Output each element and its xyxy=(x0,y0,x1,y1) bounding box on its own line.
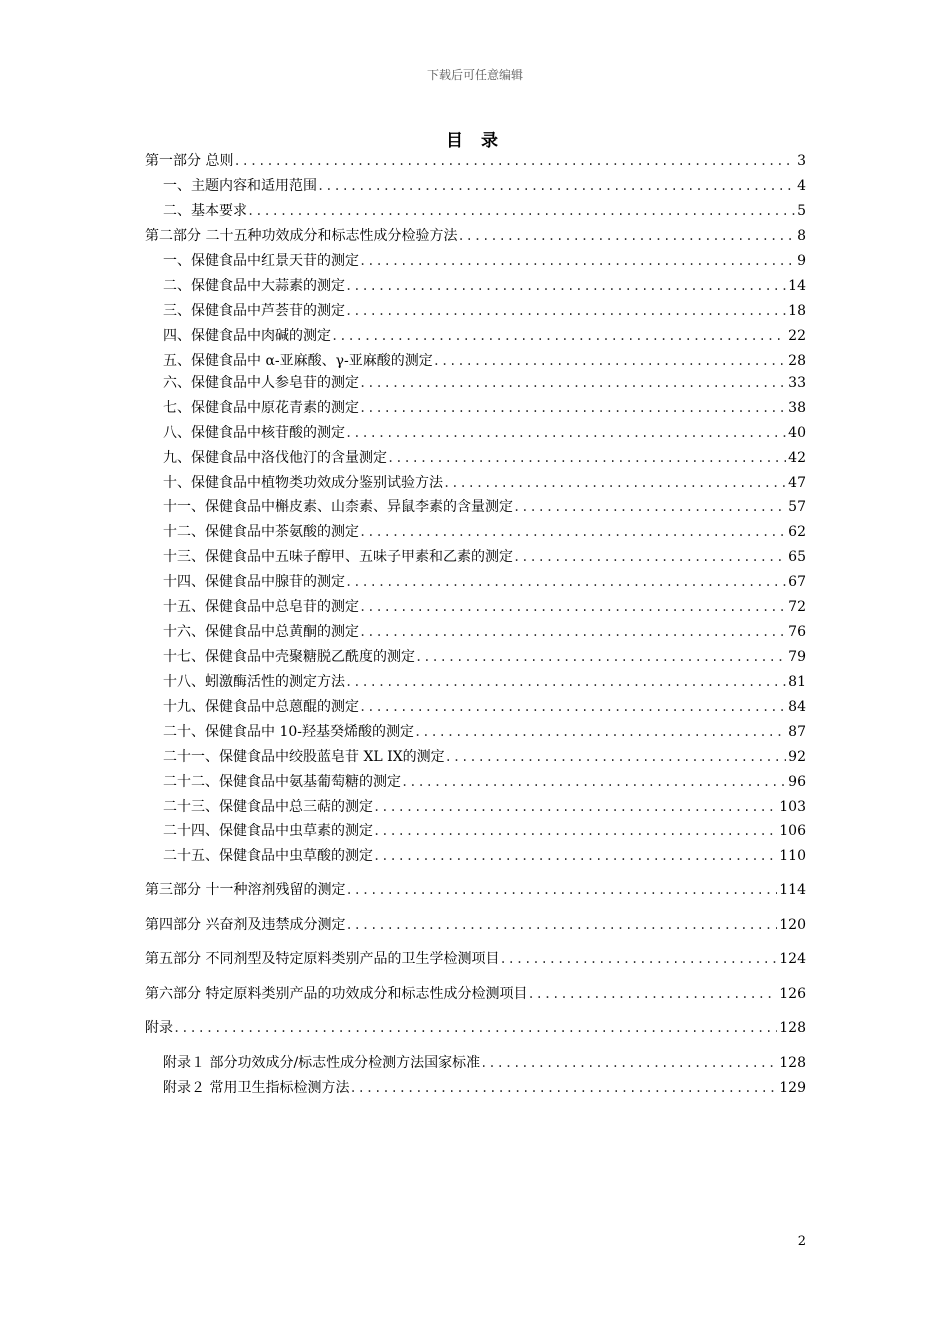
toc-entry-title: 一、保健食品中红景天苷的测定 xyxy=(163,253,359,269)
toc-entry-page: 128 xyxy=(779,1055,806,1071)
toc-entry[interactable] xyxy=(145,983,806,1005)
toc-entry[interactable] xyxy=(145,879,806,901)
toc-entry-title: 二十、保健食品中 10-羟基癸烯酸的测定 xyxy=(163,724,414,740)
toc-leader-dots xyxy=(373,820,777,842)
toc-leader-dots xyxy=(359,250,795,272)
toc-entry-page: 96 xyxy=(788,774,806,790)
toc-entry[interactable] xyxy=(145,250,806,272)
toc-entry[interactable] xyxy=(145,1077,806,1099)
toc-leader-dots xyxy=(349,1077,777,1099)
toc-entry[interactable] xyxy=(145,521,806,543)
toc-entry-page: 110 xyxy=(779,848,806,864)
toc-entry[interactable] xyxy=(145,275,806,297)
toc-entry-title: 五、保健食品中 α-亚麻酸、γ-亚麻酸的测定 xyxy=(163,353,433,369)
toc-entry-page: 81 xyxy=(788,674,806,690)
toc-entry[interactable] xyxy=(145,447,806,469)
toc-entry[interactable] xyxy=(145,546,806,568)
toc-entry[interactable] xyxy=(145,914,806,936)
toc-entry[interactable] xyxy=(145,771,806,793)
toc-entry-title: 一、主题内容和适用范围 xyxy=(163,178,317,194)
toc-entry-title: 八、保健食品中核苷酸的测定 xyxy=(163,425,345,441)
toc-entry[interactable] xyxy=(145,948,806,970)
toc-entry-page: 79 xyxy=(788,649,806,665)
toc-entry[interactable] xyxy=(145,721,806,743)
toc-entry-title: 十九、保健食品中总蒽醌的测定 xyxy=(163,699,359,715)
toc-entry[interactable] xyxy=(145,372,806,394)
toc-entry[interactable] xyxy=(145,300,806,322)
toc-entry-page: 103 xyxy=(779,799,806,815)
toc-entry-title: 第四部分 兴奋剂及违禁成分测定 xyxy=(145,917,346,933)
toc-entry-title: 第三部分 十一种溶剂残留的测定 xyxy=(145,882,346,898)
toc-entry-title: 二十四、保健食品中虫草素的测定 xyxy=(163,823,373,839)
toc-leader-dots xyxy=(359,596,786,618)
toc-leader-dots xyxy=(317,175,795,197)
toc-entry-title: 九、保健食品中洛伐他汀的含量测定 xyxy=(163,450,387,466)
toc-entry-page: 92 xyxy=(788,749,806,765)
toc-entry-page: 22 xyxy=(788,328,806,344)
toc-leader-dots xyxy=(345,879,777,901)
toc-entry[interactable] xyxy=(145,671,806,693)
toc-entry-title: 二十三、保健食品中总三萜的测定 xyxy=(163,799,373,815)
toc-entry-page: 76 xyxy=(788,624,806,640)
toc-entry[interactable] xyxy=(145,746,806,768)
toc-entry-page: 106 xyxy=(779,823,806,839)
toc-entry-page: 28 xyxy=(788,353,806,369)
toc-entry-page: 67 xyxy=(788,574,806,590)
toc-leader-dots xyxy=(345,914,777,936)
toc-entry-page: 62 xyxy=(788,524,806,540)
toc-entry-page: 33 xyxy=(788,375,806,391)
toc-entry-title: 十四、保健食品中腺苷的测定 xyxy=(163,574,345,590)
toc-entry[interactable] xyxy=(145,696,806,718)
toc-entry[interactable] xyxy=(145,571,806,593)
toc-entry-page: 47 xyxy=(788,475,806,491)
toc-entry-page: 114 xyxy=(779,882,806,898)
toc-entry-title: 十、保健食品中植物类功效成分鉴别试验方法 xyxy=(163,475,443,491)
toc-entry[interactable] xyxy=(145,200,806,222)
toc-entry[interactable] xyxy=(145,596,806,618)
toc-leader-dots xyxy=(373,845,777,867)
toc-entry-title: 十一、保健食品中槲皮素、山柰素、异鼠李素的含量测定 xyxy=(163,499,513,515)
toc-leader-dots xyxy=(513,496,786,518)
toc-entry-title: 二、基本要求 xyxy=(163,203,247,219)
toc-leader-dots xyxy=(173,1017,777,1039)
toc-entry[interactable] xyxy=(145,845,806,867)
toc-leader-dots xyxy=(527,983,777,1005)
toc-leader-dots xyxy=(433,350,786,372)
toc-entry-page: 38 xyxy=(788,400,806,416)
toc-entry-title: 二十五、保健食品中虫草酸的测定 xyxy=(163,848,373,864)
toc-leader-dots xyxy=(359,397,786,419)
toc-entry-title: 四、保健食品中肉碱的测定 xyxy=(163,328,331,344)
toc-entry-title: 二、保健食品中大蒜素的测定 xyxy=(163,278,345,294)
toc-leader-dots xyxy=(499,948,777,970)
toc-leader-dots xyxy=(513,546,786,568)
page-number: 2 xyxy=(797,1234,806,1249)
toc-entry-page: 84 xyxy=(788,699,806,715)
toc-entry-page: 14 xyxy=(788,278,806,294)
toc-entry-page: 4 xyxy=(797,178,806,194)
toc-leader-dots xyxy=(233,150,795,172)
toc-entry[interactable] xyxy=(145,422,806,444)
toc-leader-dots xyxy=(247,200,795,222)
toc-entry-page: 87 xyxy=(788,724,806,740)
toc-entry-title: 七、保健食品中原花青素的测定 xyxy=(163,400,359,416)
toc-entry-page: 9 xyxy=(797,253,806,269)
toc-entry-title: 附录 xyxy=(145,1020,173,1036)
toc-entry[interactable] xyxy=(145,325,806,347)
toc-entry-title: 第五部分 不同剂型及特定原料类别产品的卫生学检测项目 xyxy=(145,951,500,967)
toc-entry-title: 十三、保健食品中五味子醇甲、五味子甲素和乙素的测定 xyxy=(163,549,513,565)
page-header: 下载后可任意编辑 xyxy=(426,68,523,82)
toc-leader-dots xyxy=(415,646,786,668)
toc-entry[interactable] xyxy=(145,621,806,643)
toc-entry-title: 十八、蚓激酶活性的测定方法 xyxy=(163,674,345,690)
toc-entry-title: 三、保健食品中芦荟苷的测定 xyxy=(163,303,345,319)
toc-entry-page: 5 xyxy=(797,203,806,219)
toc-entry[interactable] xyxy=(145,150,806,172)
toc-entry[interactable] xyxy=(145,350,806,372)
toc-entry-title: 二十二、保健食品中氨基葡萄糖的测定 xyxy=(163,774,401,790)
toc-entry-page: 124 xyxy=(779,951,806,967)
toc-entry[interactable] xyxy=(145,1052,806,1074)
toc-leader-dots xyxy=(445,746,787,768)
toc-leader-dots xyxy=(345,300,786,322)
toc-leader-dots xyxy=(443,472,786,494)
toc-leader-dots xyxy=(331,325,786,347)
toc-entry-page: 57 xyxy=(788,499,806,515)
toc-leader-dots xyxy=(345,671,786,693)
toc-entry[interactable] xyxy=(145,225,806,247)
toc-leader-dots xyxy=(457,225,795,247)
toc-entry-title: 第一部分 总则 xyxy=(145,153,234,169)
toc-entry[interactable] xyxy=(145,175,806,197)
toc-entry[interactable] xyxy=(145,646,806,668)
toc-leader-dots xyxy=(414,721,786,743)
toc-entry-page: 128 xyxy=(779,1020,806,1036)
toc-entry-page: 18 xyxy=(788,303,806,319)
toc-entry-page: 129 xyxy=(779,1080,806,1096)
toc-entry[interactable] xyxy=(145,1017,806,1039)
toc-entry[interactable] xyxy=(145,397,806,419)
toc-leader-dots xyxy=(387,447,786,469)
toc-entry[interactable] xyxy=(145,496,806,518)
toc-entry-page: 42 xyxy=(788,450,806,466)
toc-entry-title: 十七、保健食品中壳聚糖脱乙酰度的测定 xyxy=(163,649,415,665)
toc-entry-title: 二十一、保健食品中绞股蓝皂苷 XL IX的测定 xyxy=(163,749,445,765)
toc-entry[interactable] xyxy=(145,820,806,842)
toc-leader-dots xyxy=(359,521,786,543)
toc-entry-title: 十六、保健食品中总黄酮的测定 xyxy=(163,624,359,640)
toc-entry-page: 8 xyxy=(797,228,806,244)
toc-entry-page: 65 xyxy=(788,549,806,565)
toc-leader-dots xyxy=(359,621,786,643)
toc-leader-dots xyxy=(345,275,786,297)
toc-entry-title: 附录２ 常用卫生指标检测方法 xyxy=(163,1080,350,1096)
toc-entry-title: 六、保健食品中人参皂苷的测定 xyxy=(163,375,359,391)
toc-leader-dots xyxy=(480,1052,777,1074)
toc-entry-page: 72 xyxy=(788,599,806,615)
toc-entry[interactable] xyxy=(145,472,806,494)
toc-entry-page: 40 xyxy=(788,425,806,441)
toc-leader-dots xyxy=(345,422,786,444)
toc-entry-page: 120 xyxy=(779,917,806,933)
toc-leader-dots xyxy=(359,696,786,718)
toc-leader-dots xyxy=(345,571,786,593)
toc-leader-dots xyxy=(401,771,786,793)
toc-entry-title: 附录１ 部分功效成分/标志性成分检测方法国家标准 xyxy=(163,1055,481,1071)
toc-entry-page: 126 xyxy=(779,986,806,1002)
toc-entry-page: 3 xyxy=(797,153,806,169)
toc-entry[interactable] xyxy=(145,796,806,818)
toc-entry-title: 第二部分 二十五种功效成分和标志性成分检验方法 xyxy=(145,228,458,244)
toc-entry-title: 十二、保健食品中茶氨酸的测定 xyxy=(163,524,359,540)
toc-leader-dots xyxy=(373,796,777,818)
toc-leader-dots xyxy=(359,372,786,394)
toc-entry-title: 第六部分 特定原料类别产品的功效成分和标志性成分检测项目 xyxy=(145,986,528,1002)
toc-title: 目 录 xyxy=(446,131,504,151)
toc-entry-title: 十五、保健食品中总皂苷的测定 xyxy=(163,599,359,615)
